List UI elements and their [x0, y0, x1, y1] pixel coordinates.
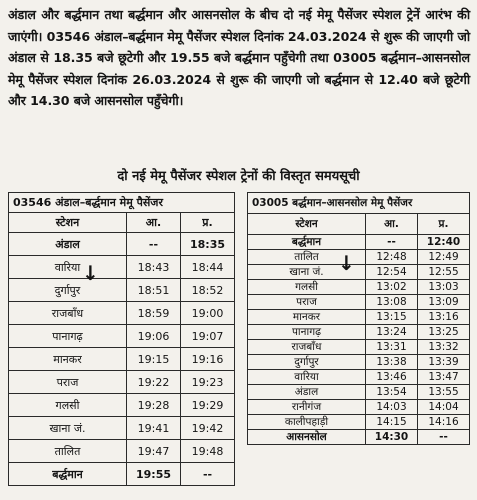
arrival-time: -- — [127, 233, 181, 256]
arrival-time: 19:06 — [127, 325, 181, 348]
arrival-time: 12:48 — [366, 250, 418, 265]
table-row — [9, 279, 235, 302]
table-row — [9, 233, 235, 256]
column-header: प्र. — [181, 213, 235, 233]
departure-time: 18:35 — [181, 233, 235, 256]
timetable-03005 — [247, 192, 470, 445]
departure-time: 19:23 — [181, 371, 235, 394]
table-row — [9, 417, 235, 440]
departure-time: 18:52 — [181, 279, 235, 302]
departure-time: 19:42 — [181, 417, 235, 440]
station-name: कालीपहाड़ी — [248, 415, 366, 430]
station-name: पराज — [9, 371, 127, 394]
departure-time: 13:47 — [418, 370, 470, 385]
table-row — [248, 325, 470, 340]
departure-time: 13:16 — [418, 310, 470, 325]
arrival-time: 18:51 — [127, 279, 181, 302]
station-name: गलसी — [248, 280, 366, 295]
direction-arrow-icon: ↓ — [82, 261, 99, 285]
station-name: राजबाँध — [9, 302, 127, 325]
station-name: तालित — [248, 250, 366, 265]
station-name: खाना जं. — [248, 265, 366, 280]
departure-time: 12:40 — [418, 235, 470, 250]
departure-time: 14:04 — [418, 400, 470, 415]
station-name: गलसी — [9, 394, 127, 417]
table-row — [9, 394, 235, 417]
arrival-time: 13:38 — [366, 355, 418, 370]
station-name: वारिया — [248, 370, 366, 385]
departure-time: 12:49 — [418, 250, 470, 265]
table-row — [9, 371, 235, 394]
station-name: पानागढ़ — [9, 325, 127, 348]
departure-time: 18:44 — [181, 256, 235, 279]
departure-time: 14:16 — [418, 415, 470, 430]
arrival-time: 18:59 — [127, 302, 181, 325]
station-name: पराज — [248, 295, 366, 310]
arrival-time: 14:03 — [366, 400, 418, 415]
table-row — [248, 265, 470, 280]
station-name: अंडाल — [9, 233, 127, 256]
station-name: अंडाल — [248, 385, 366, 400]
table-row — [248, 295, 470, 310]
table-title: 03005 बर्द्धमान–आसनसोल मेमू पैसेंजर — [248, 193, 470, 214]
arrival-time: 14:30 — [366, 430, 418, 445]
arrival-time: -- — [366, 235, 418, 250]
station-name: तालित — [9, 440, 127, 463]
table-row — [9, 302, 235, 325]
column-header: स्टेशन — [248, 214, 366, 235]
table-row — [9, 325, 235, 348]
table-row — [248, 415, 470, 430]
schedule-heading: दो नई मेमू पैसेंजर स्पेशल ट्रेनों की विस्तृत समयसूची — [117, 169, 360, 184]
station-name: दुर्गापुर — [248, 355, 366, 370]
station-name: रानीगंज — [248, 400, 366, 415]
station-name: आसनसोल — [248, 430, 366, 445]
departure-time: 19:16 — [181, 348, 235, 371]
arrival-time: 19:28 — [127, 394, 181, 417]
table-row — [248, 370, 470, 385]
table-header-row — [9, 213, 235, 233]
departure-time: 12:55 — [418, 265, 470, 280]
arrival-time: 19:55 — [127, 463, 181, 486]
column-header: प्र. — [418, 214, 470, 235]
column-header: स्टेशन — [9, 213, 127, 233]
station-name: पानागढ़ — [248, 325, 366, 340]
table-row — [248, 385, 470, 400]
arrival-time: 19:47 — [127, 440, 181, 463]
arrival-time: 13:31 — [366, 340, 418, 355]
departure-time: -- — [181, 463, 235, 486]
table-row — [248, 430, 470, 445]
station-name: वारिया — [9, 256, 127, 279]
table-row — [248, 280, 470, 295]
arrival-time: 14:15 — [366, 415, 418, 430]
arrival-time: 13:15 — [366, 310, 418, 325]
table-row — [248, 400, 470, 415]
departure-time: 13:32 — [418, 340, 470, 355]
departure-time: -- — [418, 430, 470, 445]
arrival-time: 13:54 — [366, 385, 418, 400]
station-name: राजबाँध — [248, 340, 366, 355]
departure-time: 19:29 — [181, 394, 235, 417]
station-name: दुर्गापुर — [9, 279, 127, 302]
direction-arrow-icon: ↓ — [338, 251, 355, 275]
station-name: बर्द्धमान — [9, 463, 127, 486]
arrival-time: 18:43 — [127, 256, 181, 279]
arrival-time: 19:15 — [127, 348, 181, 371]
table-title: 03546 अंडाल–बर्द्धमान मेमू पैसेंजर — [9, 193, 235, 213]
arrival-time: 13:46 — [366, 370, 418, 385]
arrival-time: 13:02 — [366, 280, 418, 295]
table-header-row — [248, 214, 470, 235]
arrival-time: 19:22 — [127, 371, 181, 394]
table-row — [248, 340, 470, 355]
station-name: मानकर — [9, 348, 127, 371]
arrival-time: 13:24 — [366, 325, 418, 340]
departure-time: 19:00 — [181, 302, 235, 325]
departure-time: 13:03 — [418, 280, 470, 295]
table-row — [9, 463, 235, 486]
table-row — [248, 250, 470, 265]
column-header: आ. — [127, 213, 181, 233]
station-name: बर्द्धमान — [248, 235, 366, 250]
departure-time: 19:48 — [181, 440, 235, 463]
intro-paragraph: अंडाल और बर्द्धमान तथा बर्द्धमान और आसनसोल के बीच दो नई मेमू पैसेंजर स्पेशल ट्रेनें आरंभ की जाएंगी। 03546 अंडाल–बर्द्धमान मेमू पैसेंजर स्पेशल दिनांक 24.03.2024 से शुरू की जाएगी जो अंडाल से 18.35 बजे छूटेगी और 19.55 बजे बर्द्धमान पहुँचेगी तथा 03005 बर्द्धमान–आसनसोल मेमू पैसेंजर स्पेशल दिनांक 26.03.2024 से शुरू की जाएगी जो बर्द्धमान से 12.40 बजे छूटेगी और 14.30 बजे आसनसोल पहुँचेगी। — [8, 7, 470, 109]
table-title-row — [248, 193, 470, 214]
departure-time: 13:55 — [418, 385, 470, 400]
table-row — [9, 440, 235, 463]
station-name: मानकर — [248, 310, 366, 325]
column-header: आ. — [366, 214, 418, 235]
table-row — [248, 310, 470, 325]
arrival-time: 13:08 — [366, 295, 418, 310]
arrival-time: 12:54 — [366, 265, 418, 280]
departure-time: 13:39 — [418, 355, 470, 370]
table-row — [9, 348, 235, 371]
arrival-time: 19:41 — [127, 417, 181, 440]
table-row — [248, 355, 470, 370]
timetable-03546 — [8, 192, 235, 486]
departure-time: 13:09 — [418, 295, 470, 310]
table-title-row — [9, 193, 235, 213]
departure-time: 19:07 — [181, 325, 235, 348]
station-name: खाना जं. — [9, 417, 127, 440]
departure-time: 13:25 — [418, 325, 470, 340]
table-row — [9, 256, 235, 279]
table-row — [248, 235, 470, 250]
